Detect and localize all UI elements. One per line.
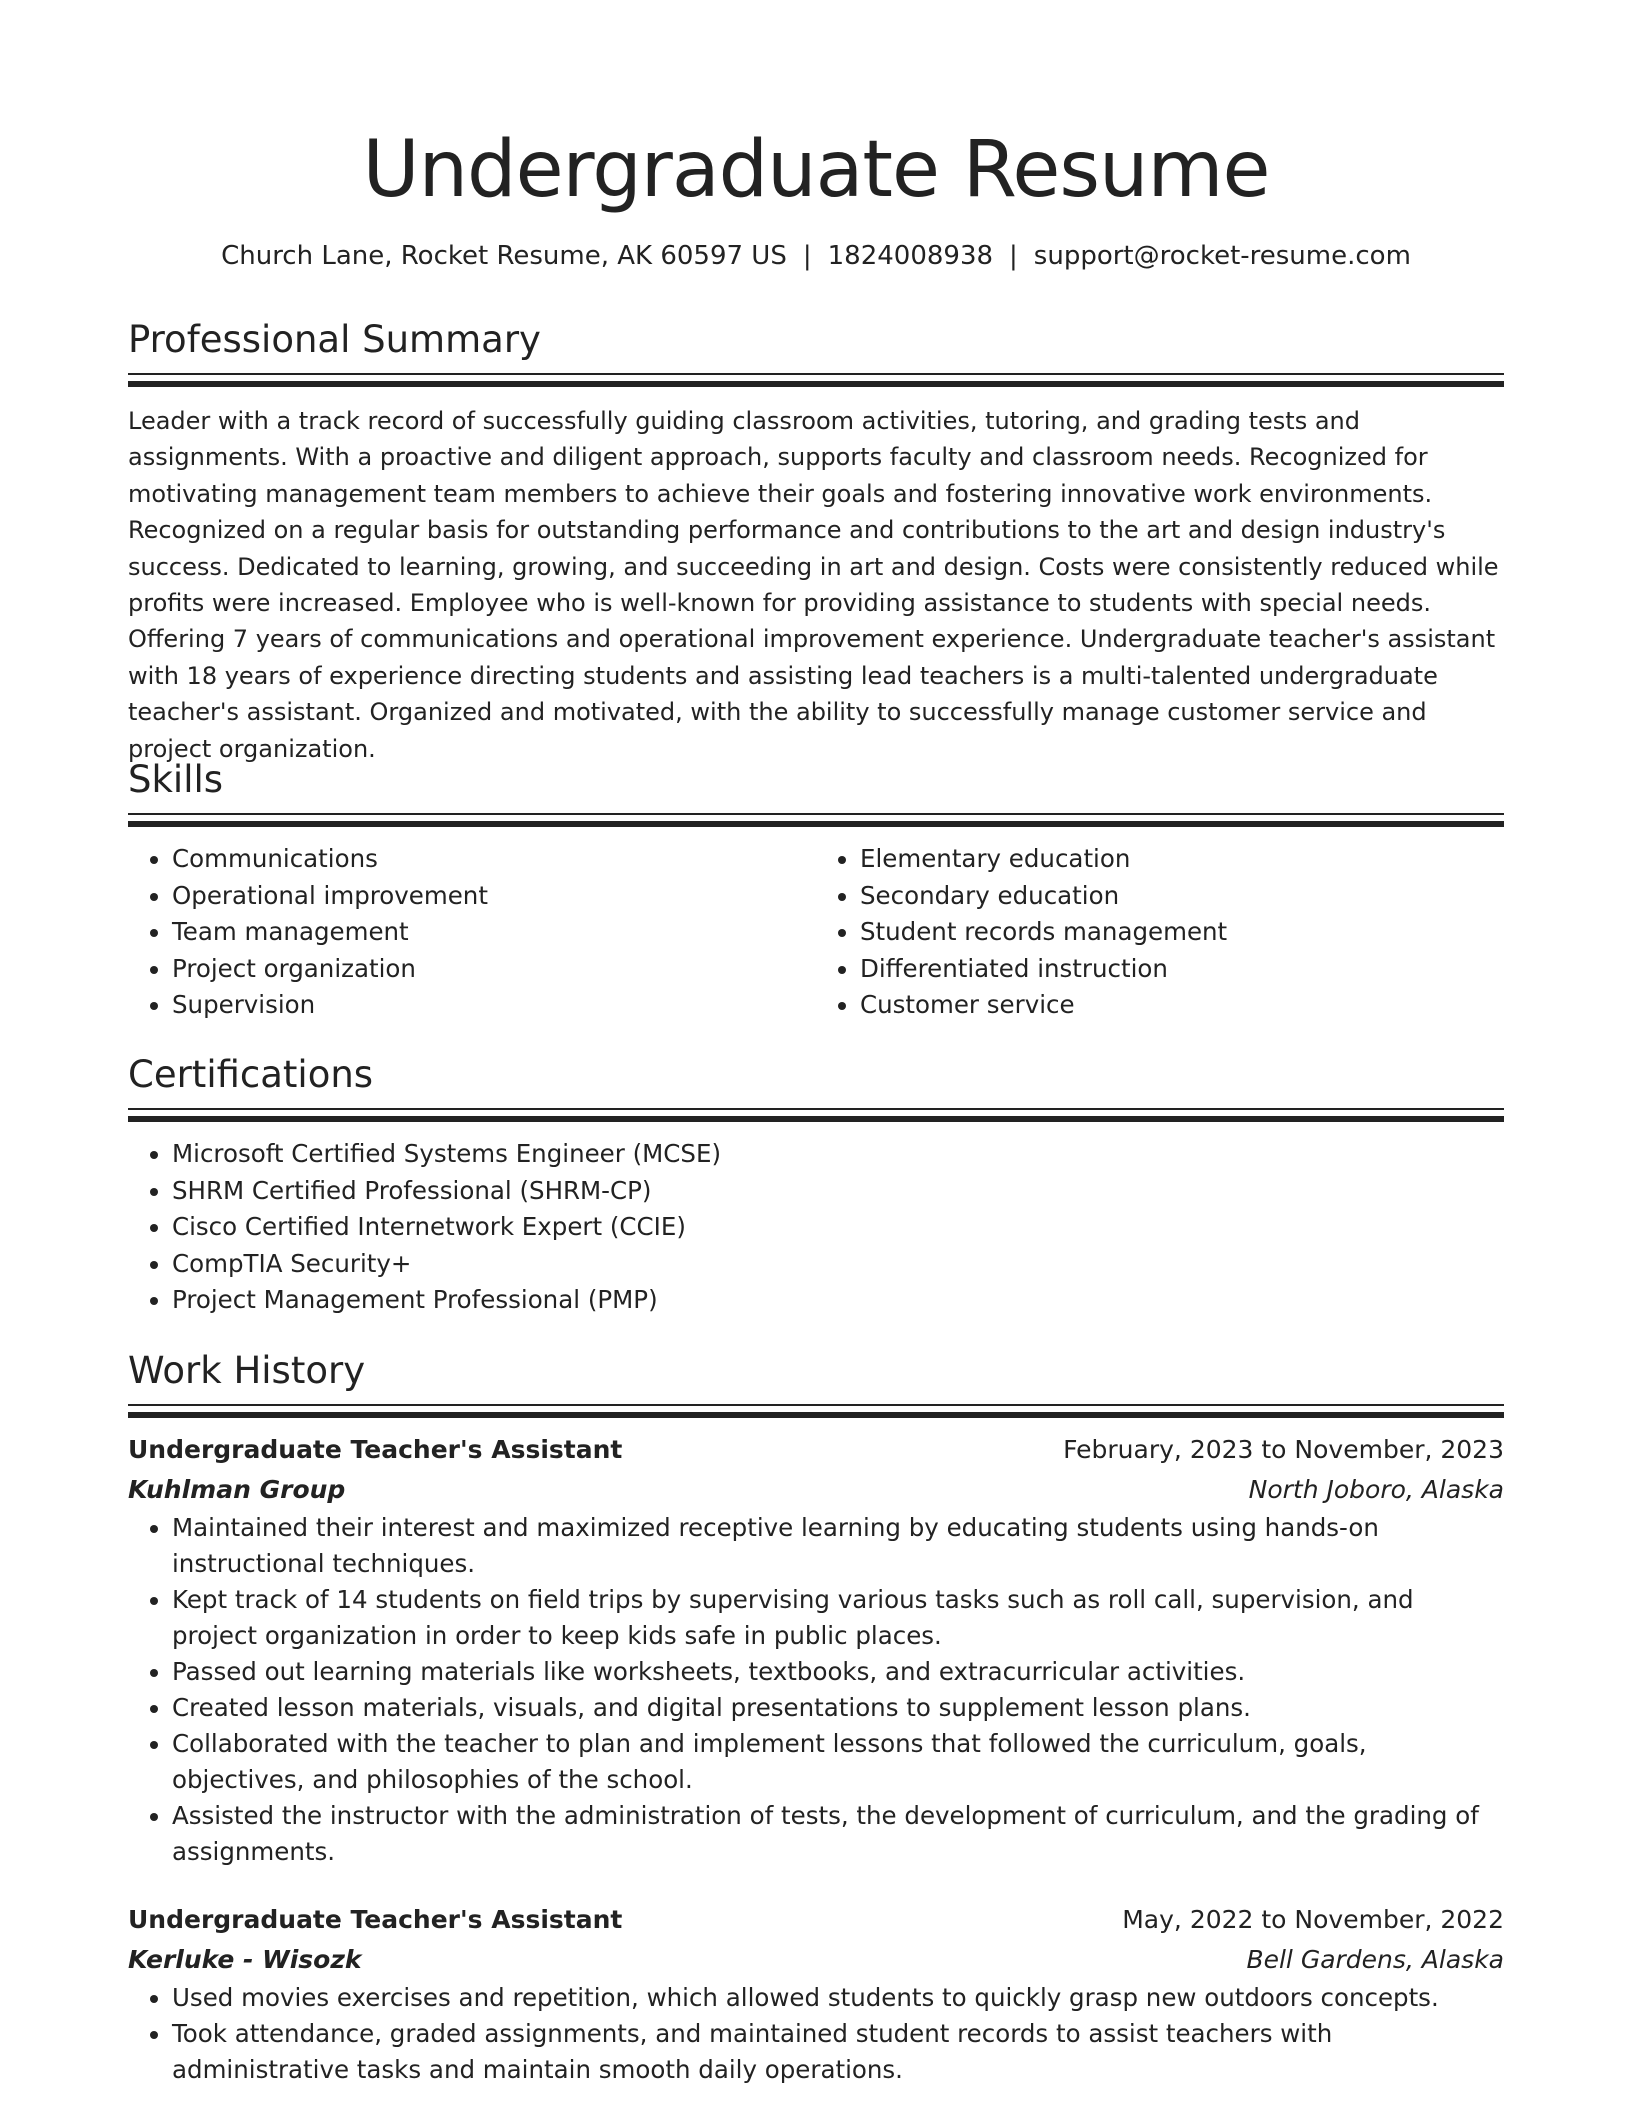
certifications-section	[128, 1050, 1504, 1319]
contact-address: Church Lane, Rocket Resume, AK 60597 US	[221, 241, 787, 271]
job-bullet: • Passed out learning materials like worksheets, textbooks, and extracurricular activities.	[172, 1654, 1504, 1690]
certification-item: • Cisco Certified Internetwork Expert (CCIE)	[172, 1209, 1504, 1246]
skill-item: • Differentiated instruction	[860, 951, 1504, 988]
job-dates: May, 2022 to November, 2022	[1122, 1905, 1504, 1934]
section-divider	[128, 373, 1504, 375]
certification-item: • Microsoft Certified Systems Engineer (MCSE)	[172, 1136, 1504, 1173]
certification-item: • CompTIA Security+	[172, 1246, 1504, 1283]
summary-text: Leader with a track record of successfully guiding classroom activities, tutoring, and grading tests and assignments. With a proactive and diligent approach, supports faculty and classroom needs. Recognized for motivating management team members to achieve their goals and fostering innovative work environments. Recognized on a regular basis for outstanding performance and contributions to the art and design industry's success. Dedicated to learning, growing, and succeeding in art and design. Costs were consistently reduced while profits were increased. Employee who is well-known for providing assistance to students with special needs. Offering 7 years of communications and operational improvement experience. Undergraduate teacher's assistant with 18 years of experience directing students and assisting lead teachers is a multi-talented undergraduate teacher's assistant. Organized and motivated, with the ability to successfully manage customer service and project organization.	[128, 407, 1499, 763]
skills-section	[128, 755, 1504, 1024]
section-divider	[128, 1412, 1504, 1418]
skills-columns	[128, 841, 1504, 1024]
job-bullet: • Collaborated with the teacher to plan and implement lessons that followed the curriculum, goals, objectives, and philosophies of the school.	[172, 1726, 1504, 1798]
job-bullet: • Maintained their interest and maximized receptive learning by educating students using hands-on instructional techniques.	[172, 1510, 1504, 1582]
job-entry	[128, 1430, 1504, 1870]
job-location: Bell Gardens, Alaska	[1246, 1945, 1504, 1974]
job-bullet: • Kept track of 14 students on field trips by supervising various tasks such as roll call, supervision, and project organization in order to keep kids safe in public places.	[172, 1582, 1504, 1654]
skill-item: • Operational improvement	[172, 878, 816, 915]
contact-line	[128, 238, 1504, 274]
job-title: Undergraduate Teacher's Assistant	[128, 1905, 623, 1934]
skill-item: • Communications	[172, 841, 816, 878]
section-title-skills: Skills	[128, 758, 224, 801]
job-bullet: • Used movies exercises and repetition, which allowed students to quickly grasp new outdoors concepts.	[172, 1980, 1504, 2016]
job-dates: February, 2023 to November, 2023	[1063, 1435, 1504, 1464]
job-entry	[128, 1900, 1504, 2088]
skills-list-left	[128, 841, 816, 1024]
skill-item: • Elementary education	[860, 841, 1504, 878]
job-bullet: • Assisted the instructor with the administration of tests, the development of curriculum, and the grading of assignments.	[172, 1798, 1504, 1870]
job-location: North Joboro, Alaska	[1248, 1475, 1504, 1504]
contact-separator: |	[802, 241, 812, 271]
summary-section	[128, 315, 1504, 767]
certification-item: • Project Management Professional (PMP)	[172, 1282, 1504, 1319]
skill-item: • Supervision	[172, 987, 816, 1024]
job-title: Undergraduate Teacher's Assistant	[128, 1435, 623, 1464]
section-divider	[128, 1116, 1504, 1122]
work-history-section	[128, 1346, 1504, 2088]
skill-item: • Student records management	[860, 914, 1504, 951]
section-divider	[128, 813, 1504, 815]
skill-item: • Team management	[172, 914, 816, 951]
section-divider	[128, 821, 1504, 827]
certification-item: • SHRM Certified Professional (SHRM-CP)	[172, 1173, 1504, 1210]
section-title-certifications: Certifications	[128, 1053, 374, 1096]
section-divider	[128, 1108, 1504, 1110]
job-company: Kuhlman Group	[128, 1475, 346, 1504]
contact-phone: 1824008938	[827, 241, 994, 271]
skill-item: • Project organization	[172, 951, 816, 988]
resume-name: Undergraduate Resume	[362, 125, 1270, 215]
section-title-summary: Professional Summary	[128, 318, 541, 361]
skill-item: • Customer service	[860, 987, 1504, 1024]
skill-item: • Secondary education	[860, 878, 1504, 915]
job-bullet-list	[128, 1980, 1504, 2088]
job-subheader	[128, 1940, 1504, 1980]
section-divider	[128, 1404, 1504, 1406]
job-header	[128, 1430, 1504, 1470]
skills-list-right	[816, 841, 1504, 1024]
job-bullet: • Created lesson materials, visuals, and digital presentations to supplement lesson plans.	[172, 1690, 1504, 1726]
job-subheader	[128, 1470, 1504, 1510]
section-divider	[128, 381, 1504, 387]
job-bullet: • Took attendance, graded assignments, and maintained student records to assist teachers with administrative tasks and maintain smooth daily operations.	[172, 2016, 1504, 2088]
section-title-work-history: Work History	[128, 1349, 366, 1392]
job-header	[128, 1900, 1504, 1940]
job-company: Kerluke - Wisozk	[128, 1945, 362, 1974]
contact-email: support@rocket-resume.com	[1033, 241, 1411, 271]
contact-separator: |	[1009, 241, 1018, 271]
job-bullet-list	[128, 1510, 1504, 1870]
certifications-list	[128, 1136, 1504, 1319]
